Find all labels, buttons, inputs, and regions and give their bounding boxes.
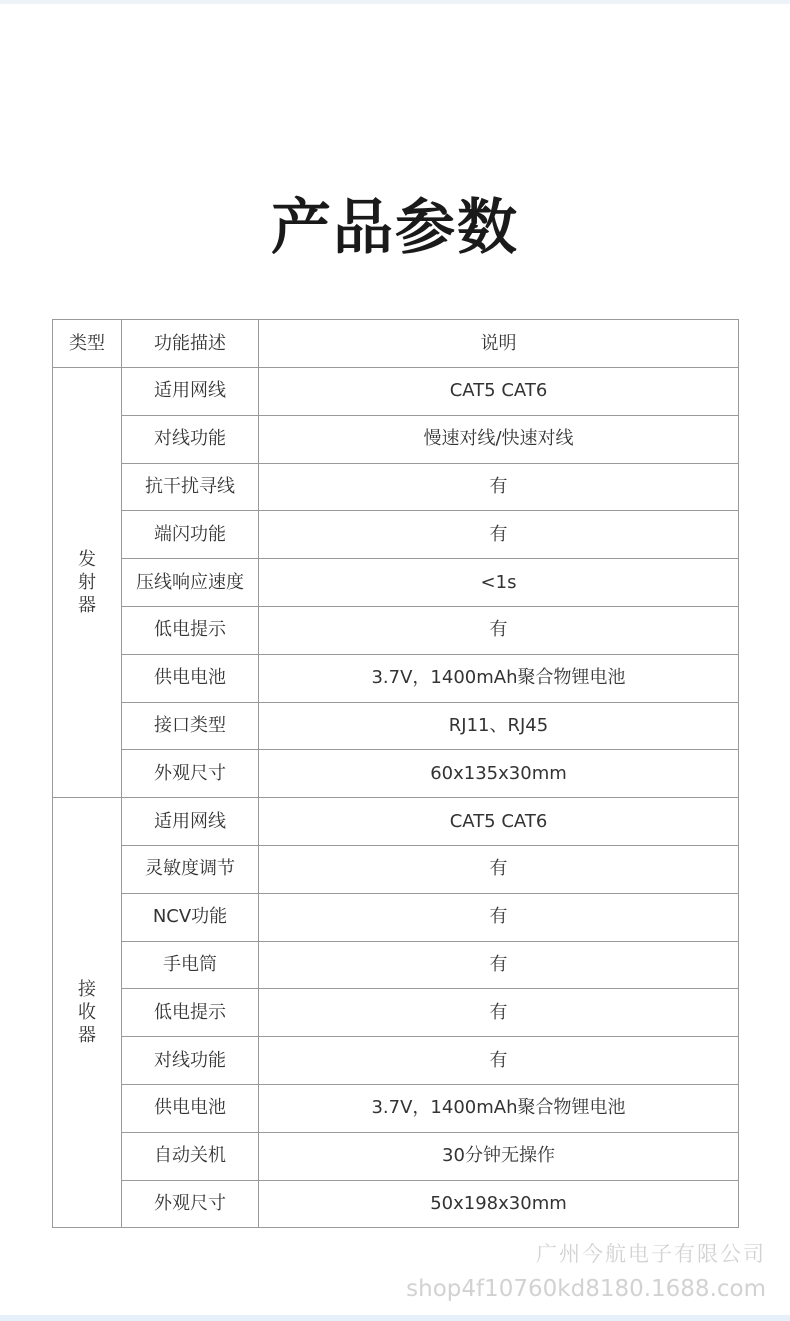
watermark-shop-url: shop4f10760kd8180.1688.com — [406, 1276, 766, 1302]
description-cell: 有 — [259, 511, 739, 559]
feature-cell: 适用网线 — [122, 368, 259, 416]
table-row — [53, 989, 739, 1037]
top-accent-bar — [0, 0, 790, 4]
feature-cell: 压线响应速度 — [122, 559, 259, 607]
feature-cell: 适用网线 — [122, 798, 259, 846]
header-feature: 功能描述 — [122, 320, 259, 368]
description-cell: 有 — [259, 845, 739, 893]
description-cell: 50x198x30mm — [259, 1180, 739, 1228]
table-row — [53, 1084, 739, 1132]
group-transmitter — [53, 368, 122, 798]
parameters-table-body — [53, 320, 739, 1228]
table-row — [53, 368, 739, 416]
table-row — [53, 893, 739, 941]
table-row — [53, 702, 739, 750]
group-label-char: 接 — [78, 979, 96, 1001]
feature-cell: 接口类型 — [122, 702, 259, 750]
description-cell: 有 — [259, 463, 739, 511]
watermark-company: 广州今航电子有限公司 — [536, 1242, 766, 1266]
table-row — [53, 511, 739, 559]
table-row — [53, 606, 739, 654]
table-header-row — [53, 320, 739, 368]
parameters-table — [52, 319, 739, 1228]
description-cell: 有 — [259, 989, 739, 1037]
feature-cell: 外观尺寸 — [122, 1180, 259, 1228]
header-type: 类型 — [53, 320, 122, 368]
group-receiver — [53, 798, 122, 1228]
table-row — [53, 654, 739, 702]
table-row — [53, 941, 739, 989]
table-row — [53, 750, 739, 798]
table-row — [53, 845, 739, 893]
table-row — [53, 1037, 739, 1085]
feature-cell: 低电提示 — [122, 989, 259, 1037]
table-row — [53, 415, 739, 463]
feature-cell: 供电电池 — [122, 1084, 259, 1132]
description-cell: 30分钟无操作 — [259, 1132, 739, 1180]
feature-cell: 灵敏度调节 — [122, 845, 259, 893]
table-row — [53, 798, 739, 846]
group-label-char: 射 — [78, 572, 96, 594]
description-cell: 慢速对线/快速对线 — [259, 415, 739, 463]
description-cell: CAT5 CAT6 — [259, 798, 739, 846]
feature-cell: 供电电池 — [122, 654, 259, 702]
description-cell: 有 — [259, 893, 739, 941]
table-row — [53, 1132, 739, 1180]
group-label-char: 发 — [78, 549, 96, 571]
group-label-char: 器 — [78, 1025, 96, 1047]
description-cell: RJ11、RJ45 — [259, 702, 739, 750]
feature-cell: 外观尺寸 — [122, 750, 259, 798]
description-cell: 有 — [259, 1037, 739, 1085]
group-label-char: 收 — [78, 1002, 96, 1024]
header-description: 说明 — [259, 320, 739, 368]
feature-cell: 自动关机 — [122, 1132, 259, 1180]
feature-cell: 手电筒 — [122, 941, 259, 989]
description-cell: CAT5 CAT6 — [259, 368, 739, 416]
feature-cell: NCV功能 — [122, 893, 259, 941]
feature-cell: 端闪功能 — [122, 511, 259, 559]
table-row — [53, 559, 739, 607]
page-title: 产品参数 — [271, 193, 519, 264]
table-row — [53, 463, 739, 511]
description-cell: 60x135x30mm — [259, 750, 739, 798]
feature-cell: 抗干扰寻线 — [122, 463, 259, 511]
bottom-accent-bar — [0, 1315, 790, 1321]
description-cell: 3.7V，1400mAh聚合物锂电池 — [259, 1084, 739, 1132]
feature-cell: 对线功能 — [122, 415, 259, 463]
description-cell: 有 — [259, 606, 739, 654]
description-cell: 3.7V，1400mAh聚合物锂电池 — [259, 654, 739, 702]
table-row — [53, 1180, 739, 1228]
description-cell: <1s — [259, 559, 739, 607]
description-cell: 有 — [259, 941, 739, 989]
group-label-char: 器 — [78, 595, 96, 617]
feature-cell: 对线功能 — [122, 1037, 259, 1085]
feature-cell: 低电提示 — [122, 606, 259, 654]
